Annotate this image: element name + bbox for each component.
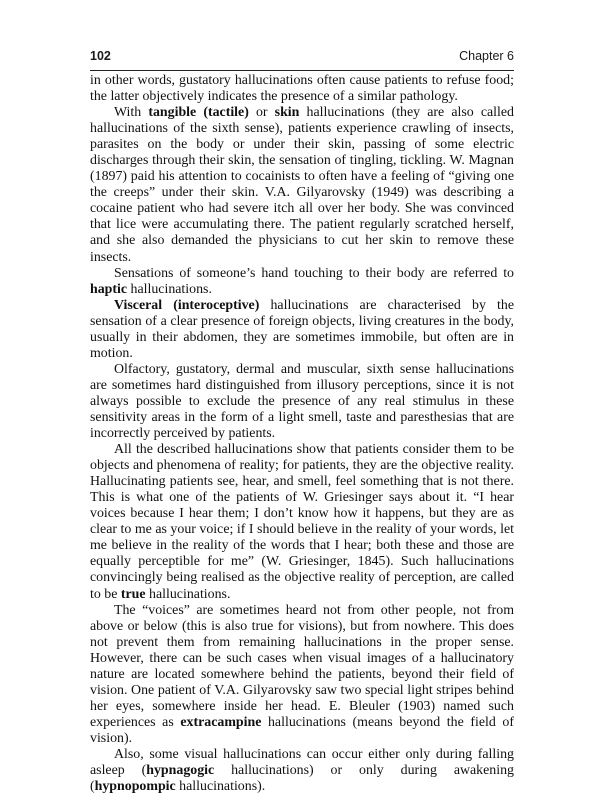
bold-term: skin xyxy=(274,105,300,121)
bold-term: hypnopompic xyxy=(94,779,176,795)
chapter-label: Chapter 6 xyxy=(459,49,514,63)
paragraph xyxy=(90,298,514,362)
text-run: in other words, gustatory hallucinations often cause patients to refuse food; the latter objectively indicates the presence of a similar pathology. xyxy=(90,73,514,105)
text-run: Olfactory, gustatory, dermal and muscular, sixth sense hallucinations are sometimes hard distinguished from illusory perceptions, since it is not always possible to exclude the presence of any real stimulus in these sensitivity areas in the form of a light smell, taste and paresthesias that are incorrectly perceived by patients. xyxy=(90,361,514,442)
paragraph xyxy=(90,105,514,265)
paragraph xyxy=(90,362,514,442)
paragraph xyxy=(90,442,514,602)
text-run: hallucinations (they are also called hallucinations of the sixth sense), patients experience crawling of insects, parasites on the body or under their skin, passing of some electric discharges through their skin, the sensation of tingling, tickling. W. Magnan (1897) paid his attention to cocainists to often have a feeling of “giving one the creeps” under their skin. V.A. Gilyarovsky (1949) was describing a cocaine patient who had severe itch all over her body. She was convinced that lice were accumulating there. The patient regularly scratched herself, and she also demanded the physicians to cut her skin to remove these insects. xyxy=(90,105,514,265)
text-run: The “voices” are sometimes heard not from other people, not from above or below (this is also true for visions), but from nowhere. This does not prevent them from remaining hallucinations in the proper sense. However, there can be such cases when visual images of a hallucinatory nature are located somewhere behind the patients, beyond their field of vision. One patient of V.A. Gilyarovsky saw two special light stripes behind her eyes, somewhere inside her head. E. Bleuler (1903) named such experiences as xyxy=(90,602,514,730)
running-head xyxy=(90,49,514,67)
paragraph xyxy=(90,603,514,747)
text-run: hallucinations). xyxy=(175,779,266,795)
text-run: hallucinations) or only during awakening ( xyxy=(90,763,514,795)
text-run: hallucinations (means beyond the field of vision). xyxy=(90,714,514,746)
text-run: With xyxy=(114,105,149,121)
text-run: Also, some visual hallucinations can occur either only during falling asleep ( xyxy=(90,746,514,779)
text-run: hallucinations. xyxy=(145,586,231,602)
bold-term: haptic xyxy=(90,281,128,297)
bold-term: tangible (tactile) xyxy=(148,105,249,121)
header-rule xyxy=(90,70,514,71)
bold-term: hypnagogic xyxy=(146,763,215,779)
page-number: 102 xyxy=(90,49,111,63)
paragraph xyxy=(90,747,514,795)
paragraph xyxy=(90,266,514,298)
paragraph xyxy=(90,73,514,105)
text-run: or xyxy=(248,105,275,121)
bold-term: extracampine xyxy=(180,714,262,730)
text-run: hallucinations. xyxy=(127,281,212,297)
body-text xyxy=(90,73,514,795)
bold-term: true xyxy=(120,586,146,602)
text-run: All the described hallucinations show that patients consider them to be objects and phenomena of reality; for patients, they are the objective reality. Hallucinating patients see, hear, and smell, feel something that is not there. This is what one of the patients of W. Griesinger says about it. “I hear voices because I hear them; I don’t know how it happens, but they are as clear to me as your voice; if I should believe in the reality of your words, let me believe in the reality of the words that I hear; both these and those are equally perceptible for me” (W. Griesinger, 1845). Such hallucinations convincingly being realised as the objective reality of perception, are called to be xyxy=(90,442,514,602)
bold-term: Visceral (interoceptive) xyxy=(114,297,260,313)
text-run: hallucinations are characterised by the sensation of a clear presence of foreign objects, living creatures in the body, usually in their abdomen, they are sometimes immobile, but often are in motion. xyxy=(90,297,514,361)
text-run: Sensations of someone’s hand touching to their body are referred to xyxy=(114,265,514,281)
